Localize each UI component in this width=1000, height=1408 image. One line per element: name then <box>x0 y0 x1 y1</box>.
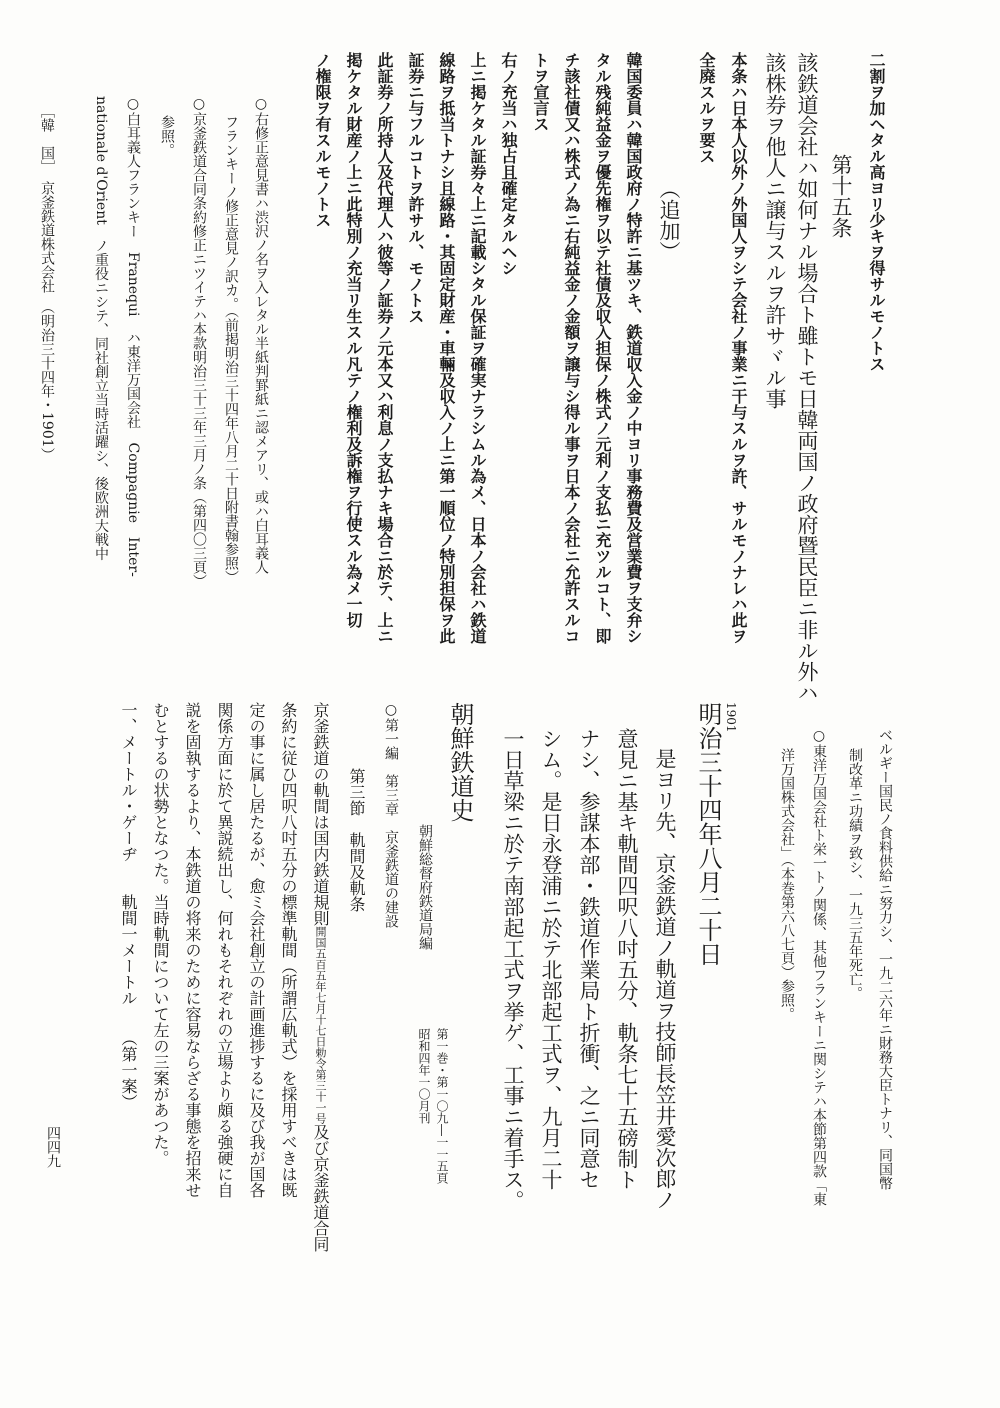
text-column: 線路ヲ抵当トナシ且線路・其固定財産・車輛及収入ノ上ニ第一順位ノ特別担保ヲ此 <box>437 52 456 644</box>
note-column: ○京釜鉄道合同条約修正ニツイテハ本款明治三十三年三月ノ条（第四〇三頁） <box>191 96 207 588</box>
text-column: 一日草梁ニ於テ南部起工式ヲ挙ゲ、工事ニ着手ス。 <box>501 728 525 1211</box>
source-pages: 第一巻・第一〇九―一一五頁 <box>435 1028 449 1184</box>
text-column: チ該社債又ハ株式ノ為ニ右純益金ノ金額ヲ譲与シ得ル事ヲ日本ノ会社ニ允許スルコ <box>562 52 581 644</box>
text-column: 一、メートル・ゲーヂ 軌間一メートル （第一案） <box>119 702 138 1110</box>
source-editor: 朝鮮総督府鉄道局編 <box>417 824 433 950</box>
text-column: トヲ宣言ス <box>531 52 550 132</box>
page-number: 四四九 <box>45 1126 61 1168</box>
text-column: 二割ヲ加ヘタル高ヨリ少キヲ得サルモノトス <box>867 52 886 372</box>
text-column: シム。是日永登浦ニ於テ北部起工式ヲ、九月二十 <box>539 728 563 1190</box>
text-column: 韓国委員ハ韓国政府ノ特許ニ基ツキ、鉄道収入金ノ中ヨリ事務費及営業費ヲ支弁シ <box>624 52 643 644</box>
text-column: 意見ニ基キ軌間四呎八吋五分、軌条七十五磅制ト <box>615 728 639 1190</box>
inline-note: 開国五百五年七月十七日勅令第三十一号 <box>314 926 327 1124</box>
text-column: 説を固執するより、本鉄道の将来のために容易ならざる事態を招来せ <box>183 702 202 1198</box>
note-column: 制改革ニ功績ヲ致シ、一九三五年死亡。 <box>847 748 863 1000</box>
text-column: むとするの状勢となつた。当時軌間について左の三案があつた。 <box>151 702 170 1166</box>
note-column: ○右修正意見書ハ渋沢ノ名ヲ入レタル半紙判罫紙ニ認メアリ、或ハ白耳義人 <box>253 96 269 574</box>
text-column <box>312 702 328 1252</box>
note-column: 洋万国株式会社」（本巻第六八七頁）参照。 <box>779 748 795 1021</box>
source-title: 朝鮮鉄道史 <box>446 702 474 822</box>
text-column: 上ニ掲ケタル証券々上ニ記載シタル保証ヲ確実ナラシムル為メ、日本ノ会社ハ鉄道 <box>468 52 487 644</box>
text-column: 掲ケタル財産ノ上ニ此特別ノ充当リ生スル凡テノ権利及訴権ヲ行使スル為メ一切 <box>344 52 363 628</box>
note-column: ○白耳義人フランキー Franequi ハ東洋万国会社 Compagnie Inter- <box>125 96 141 577</box>
text-column: 該株券ヲ他人ニ譲与スルヲ許サヾル事 <box>763 52 787 409</box>
text-column: 証券ニ与フルコトヲ許サル、モノトス <box>406 52 425 324</box>
note-column: nationale d'Orient ノ重役ニシテ、同社創立当時活躍シ、後欧洲大戦中 <box>93 96 109 561</box>
text-column: 該鉄道会社ハ如何ナル場合ト雖トモ日韓両国ノ政府暨民臣ニ非ル外ハ <box>795 52 819 703</box>
text-segment: 及び京釜鉄道合同 <box>311 1124 330 1252</box>
subsection-heading: 第三節 軌間及軌条 <box>347 768 366 912</box>
text-column: 本条ハ日本人以外ノ外国人ヲシテ会社ノ事業ニ干与スルヲ許、サルモノナレハ此ヲ <box>729 52 748 644</box>
text-column: 右ノ充当ハ独占且確定タルヘシ <box>499 52 518 276</box>
text-column: タル残純益金ヲ優先権ヲ以テ社債及収入担保ノ株式ノ元利ノ支払ニ充ツルコト、即 <box>593 52 612 644</box>
article-heading: 第十五条 <box>829 154 853 238</box>
note-column: ○東洋万国会社ト栄一トノ関係、其他フランキーニ関シテハ本節第四款「東 <box>811 728 827 1206</box>
text-column: 是ヨリ先、京釜鉄道ノ軌道ヲ技師長笠井愛次郎ノ <box>653 748 677 1210</box>
section-ref: ○第一編 第三章 京釜鉄道の建設 <box>383 702 399 928</box>
text-column: 条約に従ひ四呎八吋五分の標準軌間（所謂広軌式）を採用すべきは既 <box>279 702 298 1198</box>
note-column: 参照。 <box>159 115 175 157</box>
text-column: ノ権限ヲ有スルモノトス <box>313 52 332 228</box>
text-column: ナシ、参謀本部・鉄道作業局ト折衝、之ニ同意セ <box>577 728 601 1190</box>
text-segment: 京釜鉄道の軌間は国内鉄道規則 <box>311 702 330 926</box>
running-header: ［韓 国］ 京釜鉄道株式会社 （明治三十四年・1901） <box>39 104 55 462</box>
text-column: 此証券ノ所持人及代理人ハ彼等ノ証券ノ元本又ハ利息ノ支払ナキ場合ニ於テ、上ニ <box>375 52 394 644</box>
source-date: 昭和四年一〇月刊 <box>417 1028 431 1124</box>
year-label: 1901 <box>724 702 738 733</box>
date-heading: 明治三十四年八月二十日 <box>694 702 722 966</box>
addition-heading: （追加） <box>657 178 681 262</box>
note-column: フランキーノ修正意見ノ訳カ。（前掲明治三十四年八月二十日附書翰参照） <box>223 115 239 584</box>
text-column: 関係方面に於て異説続出し、何れもそれぞれの立場より頗る強硬に自 <box>215 702 234 1198</box>
text-column: 定の事に属し居たるが、愈ミ会社創立の計画進捗するに及び我が国各 <box>247 702 266 1198</box>
text-column: 全廃スルヲ要ス <box>697 52 716 164</box>
note-column: ベルギー国民ノ食料供給ニ努力シ、一九二六年ニ財務大臣トナリ、同国幣 <box>877 728 893 1190</box>
